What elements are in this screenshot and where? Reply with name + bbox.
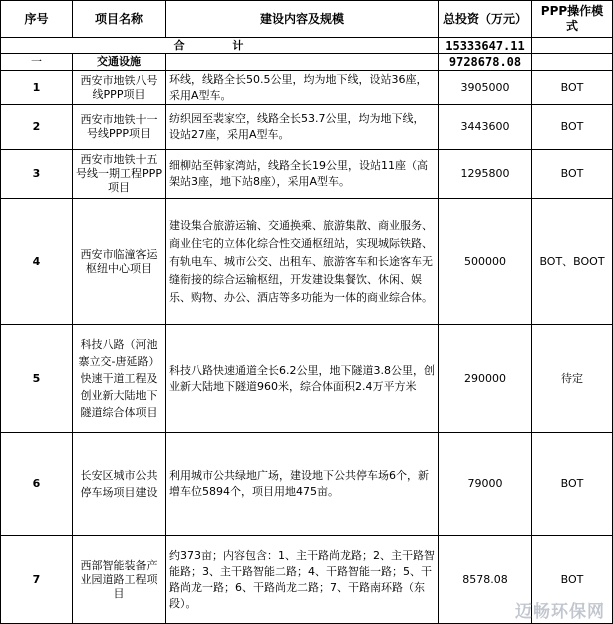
row-no: 6	[1, 433, 73, 536]
header-ppp: PPP操作模式	[532, 1, 613, 38]
row-content: 利用城市公共绿地广场，建设地下公共停车场6个，新增车位5894个，项目用地475亩。	[166, 433, 439, 536]
row-content: 约373亩；内容包含：1、主干路尚龙路；2、主干路智能路；3、主干路智能二路；4、干路智能一路；5、干路尚龙一路；6、干路尚龙二路；7、干路南环路（东段）。	[166, 536, 439, 624]
row-invest: 3905000	[439, 71, 532, 105]
row-invest: 500000	[439, 199, 532, 325]
table-row	[1, 325, 613, 433]
row-invest: 1295800	[439, 150, 532, 199]
row-name: 西安市地铁八号线PPP项目	[73, 71, 166, 105]
header-name: 项目名称	[73, 1, 166, 38]
total-label: 合 计	[1, 38, 439, 54]
row-invest: 79000	[439, 433, 532, 536]
category-row	[1, 54, 613, 71]
row-content: 建设集合旅游运输、交通换乘、旅游集散、商业服务、商业住宅的立体化综合性交通枢纽站，实现城际铁路、有轨电车、城市公交、出租车、旅游客车和长途客车无缝衔接的综合运输枢纽，开发建设集餐饮、休闲、娱乐、购物、办公、酒店等多功能为一体的商业综合体。	[166, 199, 439, 325]
row-ppp: BOT	[532, 536, 613, 624]
total-row	[1, 38, 613, 54]
row-ppp: BOT	[532, 150, 613, 199]
total-ppp-empty	[532, 38, 613, 54]
row-name: 西安市临潼客运枢纽中心项目	[73, 199, 166, 325]
total-value: 15333647.11	[439, 38, 532, 54]
table-row	[1, 150, 613, 199]
row-ppp: BOT	[532, 71, 613, 105]
header-invest: 总投资（万元）	[439, 1, 532, 38]
row-ppp: BOT	[532, 105, 613, 150]
row-content: 细柳站至韩家湾站，线路全长19公里，设站11座（高架站3座，地下站8座），采用A型车。	[166, 150, 439, 199]
header-no: 序号	[1, 1, 73, 38]
row-content: 纺织园至裴家空，线路全长53.7公里，均为地下线，设站27座，采用A型车。	[166, 105, 439, 150]
row-invest: 290000	[439, 325, 532, 433]
row-ppp: BOT、BOOT	[532, 199, 613, 325]
row-name: 长安区城市公共停车场项目建设	[73, 433, 166, 536]
row-content: 环线，线路全长50.5公里，均为地下线，设站36座，采用A型车。	[166, 71, 439, 105]
row-content: 科技八路快速通道全长6.2公里，地下隧道3.8公里，创业新大陆地下隧道960米，综合体面积2.4万平方米	[166, 325, 439, 433]
category-no: 一	[1, 54, 73, 71]
row-no: 5	[1, 325, 73, 433]
row-no: 2	[1, 105, 73, 150]
table-row	[1, 71, 613, 105]
row-no: 4	[1, 199, 73, 325]
row-invest: 3443600	[439, 105, 532, 150]
row-ppp: 待定	[532, 325, 613, 433]
row-no: 1	[1, 71, 73, 105]
category-value: 9728678.08	[439, 54, 532, 71]
category-ppp-empty	[532, 54, 613, 71]
category-content-empty	[166, 54, 439, 71]
row-invest: 8578.08	[439, 536, 532, 624]
row-name: 西安市地铁十一号线PPP项目	[73, 105, 166, 150]
header-row	[1, 1, 613, 38]
row-ppp: BOT	[532, 433, 613, 536]
table-row	[1, 433, 613, 536]
table-row	[1, 105, 613, 150]
category-name: 交通设施	[73, 54, 166, 71]
row-name: 西安市地铁十五号线一期工程PPP项目	[73, 150, 166, 199]
row-no: 3	[1, 150, 73, 199]
row-no: 7	[1, 536, 73, 624]
header-content: 建设内容及规模	[166, 1, 439, 38]
row-name: 西部智能装备产业园道路工程项目	[73, 536, 166, 624]
row-name: 科技八路（河池寨立交-唐延路）快速干道工程及创业新大陆地下隧道综合体项目	[73, 325, 166, 433]
watermark-logo: 迈畅环保网	[515, 602, 605, 622]
table-row	[1, 199, 613, 325]
